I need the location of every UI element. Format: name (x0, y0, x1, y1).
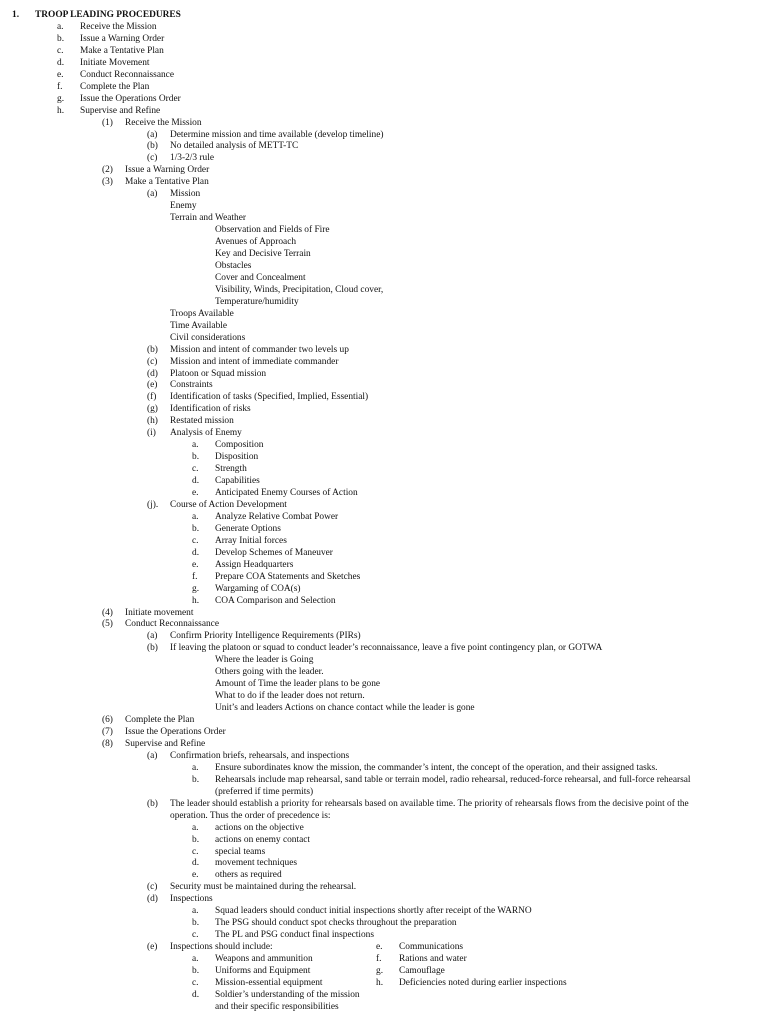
outline-text: Complete the Plan (125, 715, 195, 726)
outline-marker: h. (376, 977, 384, 988)
outline-line (0, 618, 768, 630)
outline-line (0, 989, 768, 1001)
outline-line (0, 487, 768, 499)
outline-line (0, 893, 768, 905)
outline-marker: b. (192, 918, 200, 929)
outline-line (0, 511, 768, 523)
outline-marker: (7) (102, 727, 113, 737)
outline-text: Disposition (215, 452, 259, 463)
outline-text: Restated mission (170, 416, 234, 427)
outline-marker: c. (192, 930, 199, 941)
outline-text: Unit’s and leaders Actions on chance contact while the leader is gone (215, 703, 475, 714)
outline-marker: e. (192, 488, 199, 498)
outline-marker: a. (192, 954, 199, 965)
outline-line (0, 583, 768, 595)
outline-marker: (c) (147, 882, 158, 893)
outline-text: Anticipated Enemy Courses of Action (215, 488, 358, 498)
outline-text: Soldier’s understanding of the mission (215, 989, 360, 1000)
outline-line (0, 164, 768, 176)
outline-text: Visibility, Winds, Precipitation, Cloud cover, (215, 284, 384, 295)
outline-marker: c. (192, 977, 199, 988)
outline-text: Analysis of Enemy (170, 428, 242, 439)
outline-text: COA Comparison and Selection (215, 595, 336, 606)
outline-line (0, 666, 768, 678)
outline-line (0, 786, 768, 798)
outline-marker: (b) (147, 798, 158, 809)
outline-text: Supervise and Refine (80, 105, 161, 116)
outline-text: Conduct Reconnaissance (80, 69, 174, 80)
outline-line (0, 152, 768, 164)
outline-line (0, 798, 768, 810)
outline-marker: (6) (102, 715, 113, 726)
outline-text: What to do if the leader does not return. (215, 691, 365, 702)
outline-text: Platoon or Squad mission (170, 368, 267, 379)
outline-marker: e. (192, 870, 199, 881)
outline-text: Strength (215, 464, 247, 475)
outline-marker: c. (57, 45, 64, 56)
outline-marker: e. (192, 559, 199, 570)
outline-marker: (d) (147, 368, 158, 379)
outline-marker: (g) (147, 404, 158, 415)
outline-line (0, 200, 768, 212)
outline-line (0, 571, 768, 583)
outline-text: Issue a Warning Order (125, 165, 210, 176)
outline-line (0, 965, 768, 977)
outline-marker: (j). (147, 499, 159, 510)
outline-line (0, 762, 768, 774)
outline-line (0, 953, 768, 965)
outline-text: Initiate Movement (80, 57, 150, 68)
outline-marker: (1) (102, 117, 113, 128)
outline-text: Ensure subordinates know the mission, the commander’s intent, the concept of the operation, and their assigned tasks. (215, 762, 658, 773)
outline-line (0, 260, 768, 272)
outline-line (0, 690, 768, 702)
outline-text: Time Available (170, 320, 228, 331)
outline-marker: e. (376, 942, 383, 953)
outline-text: movement techniques (215, 858, 298, 869)
outline-marker: d. (192, 858, 200, 869)
outline-text: Where the leader is Going (215, 655, 314, 666)
outline-text: Obstacles (215, 260, 252, 271)
outline-text: Analyze Relative Combat Power (215, 511, 339, 522)
outline-line (0, 344, 768, 356)
outline-line (0, 356, 768, 368)
outline-marker: a. (192, 511, 199, 522)
outline-marker: g. (57, 93, 65, 104)
outline-line (0, 129, 768, 141)
outline-line (0, 93, 768, 105)
outline-marker: b. (192, 452, 200, 463)
outline-text: Amount of Time the leader plans to be gone (215, 679, 381, 690)
outline-line (0, 535, 768, 547)
outline-line (0, 21, 768, 33)
outline-marker: a. (192, 762, 199, 773)
outline-line (0, 284, 768, 296)
outline-marker: d. (192, 547, 200, 558)
outline-line (0, 463, 768, 475)
outline-marker: h. (57, 105, 65, 116)
outline-text: Communications (399, 942, 464, 953)
outline-marker: (i) (147, 428, 156, 439)
outline-line (0, 188, 768, 200)
outline-line (0, 559, 768, 571)
outline-line (0, 595, 768, 607)
outline-line (0, 415, 768, 427)
outline-marker: c. (192, 846, 199, 857)
outline-line (0, 475, 768, 487)
outline-marker: (h) (147, 416, 158, 427)
outline-text: Mission (170, 189, 201, 200)
outline-text: Determine mission and time available (develop timeline) (170, 129, 384, 140)
outline-marker: e. (57, 69, 64, 80)
outline-line (0, 105, 768, 117)
outline-line (0, 929, 768, 941)
outline-line (0, 822, 768, 834)
outline-text: Make a Tentative Plan (125, 177, 209, 188)
outline-marker: a. (192, 822, 199, 833)
outline-line (0, 941, 768, 953)
outline-marker: a. (57, 21, 64, 32)
outline-line (0, 391, 768, 403)
outline-line (0, 272, 768, 284)
outline-marker: (5) (102, 619, 113, 630)
outline-marker: (a) (147, 189, 158, 200)
outline-text: Squad leaders should conduct initial inspections shortly after receipt of the WARNO (215, 906, 532, 917)
outline-text: Inspections (170, 894, 213, 905)
outline-marker: b. (192, 966, 200, 976)
outline-line (0, 224, 768, 236)
outline-line (0, 846, 768, 858)
outline-line (0, 296, 768, 308)
outline-marker: d. (192, 476, 200, 487)
outline-text: Cover and Concealment (215, 272, 306, 283)
outline-text: Assign Headquarters (215, 559, 294, 570)
outline-marker: (3) (102, 177, 113, 188)
outline-text: others as required (215, 870, 282, 881)
outline-text: Issue the Operations Order (125, 727, 226, 737)
outline-marker: 1. (12, 10, 20, 20)
outline-text: No detailed analysis of METT-TC (170, 141, 299, 152)
outline-line (0, 1001, 768, 1013)
outline-marker: (4) (102, 607, 113, 618)
outline-text: Receive the Mission (125, 117, 202, 128)
outline-text: Troops Available (170, 308, 234, 319)
outline-line (0, 427, 768, 439)
outline-text: Issue a Warning Order (80, 33, 165, 44)
outline-text: Key and Decisive Terrain (215, 249, 311, 259)
outline-text: The leader should establish a priority for rehearsals based on available time. The priority of rehearsals flows from the decisive point of the (170, 798, 689, 809)
outline-text: Uniforms and Equipment (215, 966, 311, 976)
outline-marker: (d) (147, 894, 158, 905)
outline-text: Develop Schemes of Maneuver (215, 547, 333, 558)
outline-marker: c. (192, 535, 199, 546)
outline-text: Supervise and Refine (125, 738, 206, 749)
outline-text: Constraints (170, 380, 213, 391)
outline-line (0, 977, 768, 989)
outline-line (0, 57, 768, 69)
outline-text: Identification of tasks (Specified, Implied, Essential) (170, 392, 369, 403)
outline-marker: (c) (147, 356, 158, 367)
outline-text: and their specific responsibilities (215, 1001, 339, 1012)
outline-text: Conduct Reconnaissance (125, 619, 219, 630)
outline-text: Temperature/humidity (215, 296, 299, 307)
outline-text: 1/3-2/3 rule (170, 153, 215, 164)
outline-text: Security must be maintained during the rehearsal. (170, 882, 357, 893)
outline-marker: c. (192, 464, 199, 475)
outline-text: operation. Thus the order of precedence is: (170, 810, 331, 821)
outline-marker: (2) (102, 165, 113, 176)
outline-text: Inspections should include: (170, 942, 273, 953)
outline-text: Array Initial forces (215, 535, 287, 546)
outline-line (0, 750, 768, 762)
outline-text: If leaving the platoon or squad to conduct leader’s reconnaissance, leave a five point contingency plan, or GOTWA (170, 643, 603, 654)
outline-marker: (e) (147, 942, 158, 953)
outline-text: Civil considerations (170, 332, 246, 343)
outline-marker: (a) (147, 129, 158, 140)
outline-text: Enemy (170, 201, 197, 212)
outline-line (0, 499, 768, 511)
outline-marker: (b) (147, 141, 158, 152)
outline-line (0, 607, 768, 619)
outline-text: special teams (215, 846, 266, 857)
outline-line (0, 881, 768, 893)
outline-marker: a. (192, 440, 199, 451)
outline-text: Mission-essential equipment (215, 977, 323, 988)
outline-line (0, 45, 768, 57)
outline-marker: d. (192, 989, 200, 1000)
outline-line (0, 117, 768, 129)
outline-text: Weapons and ammunition (215, 954, 313, 965)
outline-line (0, 308, 768, 320)
outline-marker: (b) (147, 643, 158, 654)
outline-marker: h. (192, 595, 200, 606)
outline-text: Receive the Mission (80, 21, 157, 32)
outline-text: Course of Action Development (170, 499, 287, 510)
outline-text: Confirm Priority Intelligence Requirements (PIRs) (170, 631, 361, 642)
outline-marker: (e) (147, 380, 158, 391)
outline-text: Mission and intent of immediate commander (170, 356, 339, 367)
outline-marker: b. (192, 834, 200, 845)
outline-text: Avenues of Approach (215, 237, 297, 248)
outline-marker: (a) (147, 631, 158, 642)
outline-text: Rehearsals include map rehearsal, sand table or terrain model, radio rehearsal, reduced-force rehearsal, and full-force rehearsal (215, 774, 691, 785)
outline-text: Capabilities (215, 476, 260, 487)
outline-text: Deficiencies noted during earlier inspections (399, 977, 567, 988)
outline-text: actions on enemy contact (215, 834, 311, 845)
outline-marker: d. (57, 57, 65, 68)
outline-marker: f. (376, 954, 382, 965)
outline-line (0, 738, 768, 750)
outline-line (0, 403, 768, 415)
outline-line (0, 857, 768, 869)
outline-line (0, 810, 768, 822)
outline-line (0, 379, 768, 391)
outline-marker: g. (376, 966, 384, 976)
outline-line (0, 236, 768, 248)
outline-text: The PSG should conduct spot checks throughout the preparation (215, 918, 457, 929)
outline-text: Mission and intent of commander two levels up (170, 344, 349, 355)
outline-line (0, 320, 768, 332)
outline-marker: a. (192, 906, 199, 917)
outline-marker: f. (192, 571, 198, 582)
outline-text: Issue the Operations Order (80, 93, 181, 104)
outline-line (0, 774, 768, 786)
outline-line (0, 547, 768, 559)
outline-text: The PL and PSG conduct final inspections (215, 930, 375, 941)
outline-line (0, 69, 768, 81)
outline-line (0, 714, 768, 726)
outline-text: Complete the Plan (80, 81, 150, 92)
outline-line (0, 654, 768, 666)
outline-text: Generate Options (215, 523, 281, 534)
outline-text: Make a Tentative Plan (80, 45, 164, 56)
outline-line (0, 451, 768, 463)
outline-text: TROOP LEADING PROCEDURES (35, 10, 181, 20)
outline-line (0, 9, 768, 21)
outline-line (0, 332, 768, 344)
outline-text: Confirmation briefs, rehearsals, and inspections (170, 750, 350, 761)
outline-marker: (a) (147, 750, 158, 761)
outline-line (0, 248, 768, 260)
outline-marker: (b) (147, 344, 158, 355)
outline-line (0, 905, 768, 917)
outline-line (0, 726, 768, 738)
outline-line (0, 439, 768, 451)
outline-text: Observation and Fields of Fire (215, 225, 330, 236)
outline-line (0, 630, 768, 642)
outline-marker: b. (192, 523, 200, 534)
outline-marker: b. (57, 33, 65, 44)
outline-marker: (f) (147, 392, 157, 403)
outline-line (0, 917, 768, 929)
outline-text: Camouflage (399, 966, 445, 976)
outline-text: Rations and water (399, 954, 467, 965)
outline-line (0, 678, 768, 690)
outline-line (0, 523, 768, 535)
outline-line (0, 869, 768, 881)
outline-line (0, 834, 768, 846)
outline-marker: (8) (102, 738, 113, 749)
outline-text: Others going with the leader. (215, 667, 324, 678)
outline-marker: b. (192, 774, 200, 785)
outline-marker: (c) (147, 153, 158, 164)
outline-line (0, 642, 768, 654)
outline-line (0, 702, 768, 714)
outline-line (0, 140, 768, 152)
outline-line (0, 81, 768, 93)
outline-line (0, 33, 768, 45)
outline-text: Prepare COA Statements and Sketches (215, 571, 361, 582)
outline-text: Wargaming of COA(s) (215, 583, 301, 594)
outline-marker: f. (57, 81, 63, 92)
outline-marker: g. (192, 583, 200, 594)
outline-text: Terrain and Weather (170, 213, 246, 224)
outline-line (0, 212, 768, 224)
outline-line (0, 368, 768, 380)
outline-text: Initiate movement (125, 607, 194, 618)
outline-text: Composition (215, 440, 264, 451)
outline-text: (preferred if time permits) (215, 786, 314, 797)
outline-text: actions on the objective (215, 822, 304, 833)
outline-text: Identification of risks (170, 404, 251, 415)
outline-line (0, 176, 768, 188)
